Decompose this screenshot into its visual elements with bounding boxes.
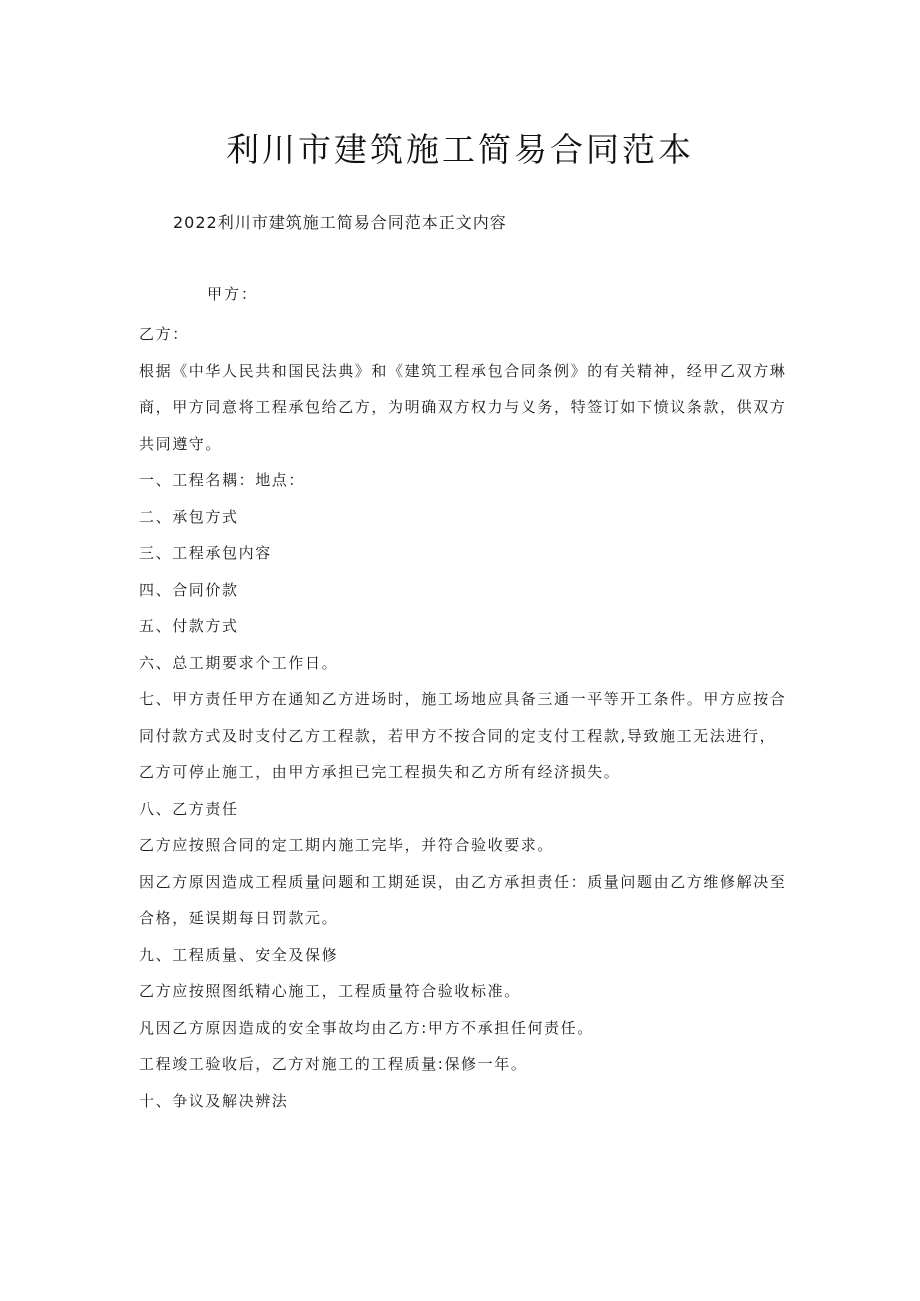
- clause-9-item-2: 凡因乙方原因造成的安全事故均由乙方:甲方不承担任何责任。: [139, 1018, 594, 1037]
- clause-6: 六、总工期要求个工作日。: [139, 653, 339, 672]
- clause-5: 五、付款方式: [139, 617, 239, 635]
- clause-3: 三、工程承包内容: [139, 544, 272, 562]
- paragraph-party-b: 乙方：: [139, 325, 189, 343]
- contract-body: [139, 316, 789, 1119]
- clause-9-item-1: 乙方应按照图纸精心施工，工程质量符合验收标准。: [139, 982, 521, 1000]
- clause-1: 一、工程名耦：地点：: [139, 471, 306, 489]
- document-title: 利川市建筑施工简易合同范本: [226, 130, 694, 169]
- clause-8-item-1: 乙方应按照合同的定工期内施工完毕，并符合验收要求。: [139, 836, 555, 854]
- clause-8-item-2: 因乙方原因造成工程质量问题和工期延误，由乙方承担责任：质量问题由乙方维修解决至合格，延误期每日罚款元。: [139, 872, 787, 927]
- paragraph-preamble: 根据《中华人民共和国民法典》和《建筑工程承包合同条例》的有关精神，经甲乙双方琳商，甲方同意将工程承包给乙方，为明确双方权力与义务，特签订如下愤议条款，供双方共同遵守。: [139, 361, 787, 453]
- clause-8: 八、乙方责任: [139, 799, 239, 818]
- clause-7: 七、甲方责任甲方在通知乙方进场时，施工场地应具备三通一平等开工条件。甲方应按合同付款方式及时支付乙方工程款，若甲方不按合同的定支付工程款,导致施工无法进行，乙方可停止施工，由甲方承担已完工程损失和乙方所有经济损失。: [139, 690, 787, 781]
- clause-10: 十、争议及解决辨法: [139, 1091, 289, 1110]
- document-subtitle: 2022利川市建筑施工简易合同范本正文内容: [173, 213, 507, 232]
- clause-2: 二、承包方式: [139, 507, 239, 526]
- clause-9: 九、工程质量、安全及保修: [139, 945, 339, 964]
- party-a-label: 甲方：: [207, 285, 259, 303]
- clause-9-item-3: 工程竣工验收后，乙方对施工的工程质量:保修一年。: [139, 1055, 528, 1073]
- clause-4: 四、合同价款: [139, 580, 239, 599]
